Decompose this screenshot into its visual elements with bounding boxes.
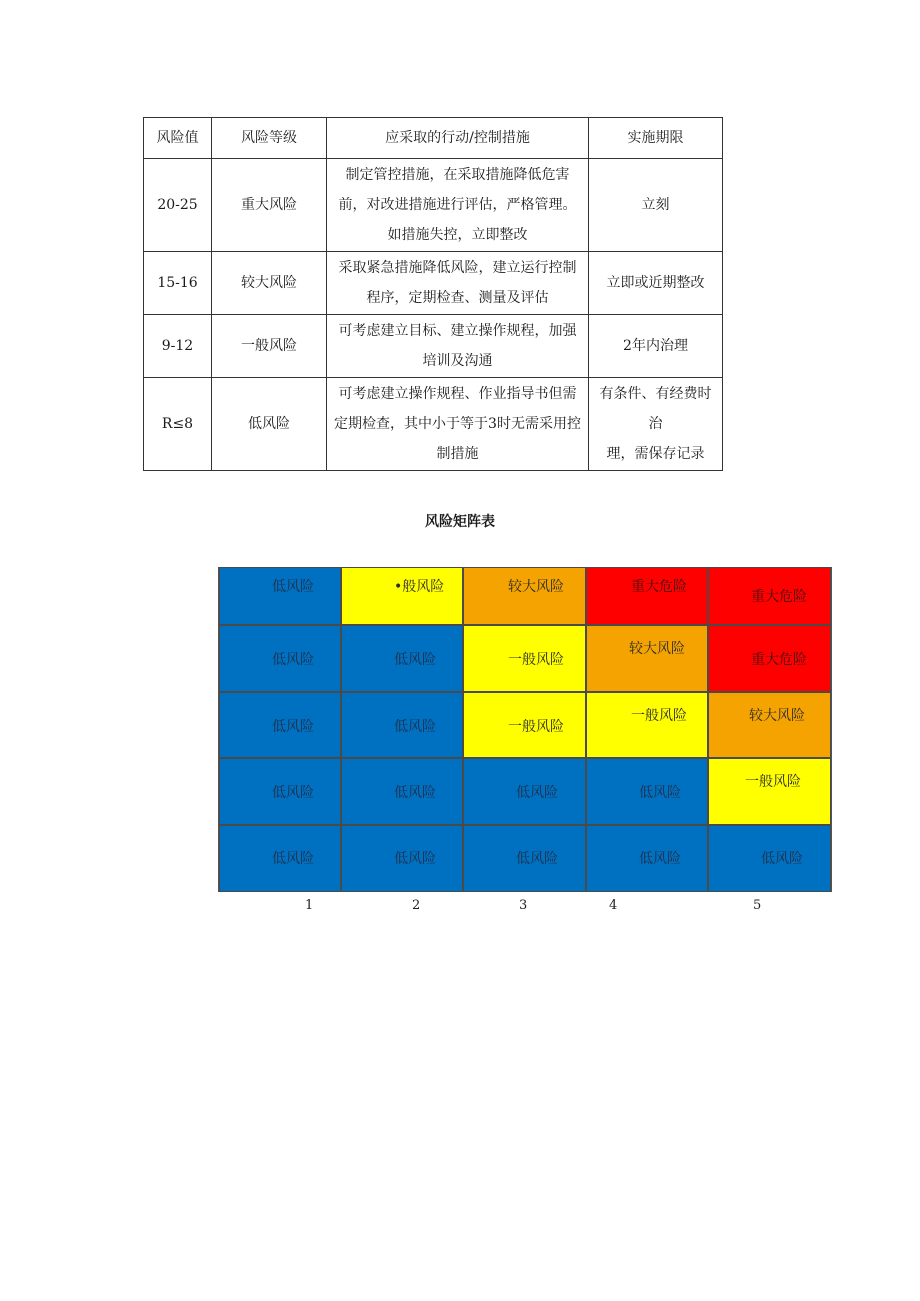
matrix-cell-low: [341, 692, 463, 758]
matrix-cell-label: 重大危险: [751, 589, 807, 605]
matrix-cell-severe: [708, 625, 831, 692]
matrix-cell-low: [463, 758, 586, 825]
deadline-line: 理，需保存记录: [606, 446, 705, 462]
control-measure-cell: [327, 252, 589, 315]
matrix-cell-label: 一般风险: [508, 719, 564, 735]
matrix-cell-medium: [708, 758, 831, 825]
table-row: [144, 315, 723, 378]
measure-line: 前，对改进措施进行评估，严格管理。: [338, 197, 577, 213]
measure-line: 如措施失控，立即整改: [387, 227, 528, 243]
matrix-cell-label: 一般风险: [508, 652, 564, 668]
matrix-cell-label: 重大危险: [631, 579, 687, 595]
measure-line: 采取紧急措施降低风险，建立运行控制: [338, 260, 577, 276]
matrix-cell-label: 低风险: [761, 851, 803, 867]
risk-matrix: [218, 567, 832, 892]
matrix-title: 风险矩阵表: [425, 514, 495, 530]
matrix-cell-label: 一般风险: [745, 774, 801, 790]
risk-value-cell: 15-16: [144, 252, 212, 315]
deadline-line: 立即或近期整改: [606, 275, 705, 291]
table-header-row: [144, 118, 723, 159]
matrix-cell-low: [341, 758, 463, 825]
matrix-cell-high: [463, 567, 586, 625]
risk-grade-cell: 较大风险: [212, 252, 327, 315]
deadline-line: 有条件、有经费时治: [599, 386, 712, 432]
matrix-cell-label: 低风险: [394, 719, 436, 735]
risk-grade-cell: 低风险: [212, 378, 327, 471]
risk-grade-cell: 一般风险: [212, 315, 327, 378]
matrix-cell-low: [219, 758, 341, 825]
matrix-cell-label: 较大风险: [629, 641, 685, 657]
header-control-measures: 应采取的行动/控制措施: [327, 118, 589, 159]
matrix-cell-label: •般风险: [394, 579, 445, 595]
table-row: [144, 252, 723, 315]
matrix-cell-medium: [463, 692, 586, 758]
table-row: [144, 378, 723, 471]
risk-value-cell: R≤8: [144, 378, 212, 471]
table-row: [144, 159, 723, 252]
measure-line: 培训及沟通: [422, 353, 493, 369]
deadline-cell: [589, 252, 723, 315]
matrix-cell-severe: [586, 567, 708, 625]
matrix-cell-low: [219, 625, 341, 692]
matrix-cell-label: 低风险: [639, 785, 681, 801]
deadline-line: 2年内治理: [623, 338, 688, 354]
measure-line: 制措施: [436, 446, 479, 462]
header-risk-grade: 风险等级: [212, 118, 327, 159]
matrix-cell-label: 低风险: [272, 652, 314, 668]
matrix-cell-label: 低风险: [272, 851, 314, 867]
risk-value-cell: 20-25: [144, 159, 212, 252]
matrix-cell-label: 一般风险: [631, 708, 687, 724]
matrix-cell-label: 低风险: [394, 785, 436, 801]
matrix-cell-label: 低风险: [272, 579, 314, 595]
matrix-cell-label: 较大风险: [508, 579, 564, 595]
matrix-cell-high: [586, 625, 708, 692]
axis-tick-label: 4: [609, 898, 618, 913]
deadline-line: 立刻: [641, 197, 670, 213]
axis-tick-label: 3: [519, 898, 528, 913]
control-measure-cell: [327, 315, 589, 378]
matrix-cell-low: [708, 825, 831, 892]
matrix-cell-label: 低风险: [272, 719, 314, 735]
matrix-cell-low: [219, 692, 341, 758]
matrix-cell-label: 低风险: [639, 851, 681, 867]
matrix-cell-low: [341, 625, 463, 692]
control-measure-cell: [327, 159, 589, 252]
matrix-cell-medium: [341, 567, 463, 625]
matrix-cell-low: [586, 758, 708, 825]
matrix-cell-low: [463, 825, 586, 892]
measure-line: 可考虑建立操作规程、作业指导书但需: [338, 386, 577, 402]
header-deadline: 实施期限: [589, 118, 723, 159]
risk-level-table: [143, 117, 723, 471]
matrix-cell-label: 低风险: [516, 851, 558, 867]
matrix-cell-high: [708, 692, 831, 758]
axis-tick-label: 5: [753, 898, 762, 913]
matrix-cell-label: 低风险: [516, 785, 558, 801]
measure-line: 可考虑建立目标、建立操作规程，加强: [338, 323, 577, 339]
axis-tick-label: 2: [412, 898, 421, 913]
matrix-cell-low: [586, 825, 708, 892]
matrix-cell-label: 低风险: [272, 785, 314, 801]
matrix-cell-low: [341, 825, 463, 892]
control-measure-cell: [327, 378, 589, 471]
matrix-cell-label: 重大危险: [751, 652, 807, 668]
deadline-cell: [589, 159, 723, 252]
header-risk-value: 风险值: [144, 118, 212, 159]
deadline-cell: [589, 315, 723, 378]
measure-line: 制定管控措施，在采取措施降低危害: [345, 167, 570, 183]
matrix-cell-label: 较大风险: [749, 708, 805, 724]
matrix-cell-low: [219, 567, 341, 625]
risk-grade-cell: 重大风险: [212, 159, 327, 252]
matrix-cell-label: 低风险: [394, 652, 436, 668]
matrix-cell-label: 低风险: [394, 851, 436, 867]
matrix-cell-medium: [586, 692, 708, 758]
matrix-cell-severe: [708, 567, 831, 625]
measure-line: 程序，定期检查、测量及评估: [366, 290, 549, 306]
axis-tick-label: 1: [305, 898, 314, 913]
matrix-cell-medium: [463, 625, 586, 692]
matrix-cell-low: [219, 825, 341, 892]
risk-value-cell: 9-12: [144, 315, 212, 378]
deadline-cell: [589, 378, 723, 471]
measure-line: 定期检查，其中小于等于3时无需采用控: [334, 416, 581, 432]
